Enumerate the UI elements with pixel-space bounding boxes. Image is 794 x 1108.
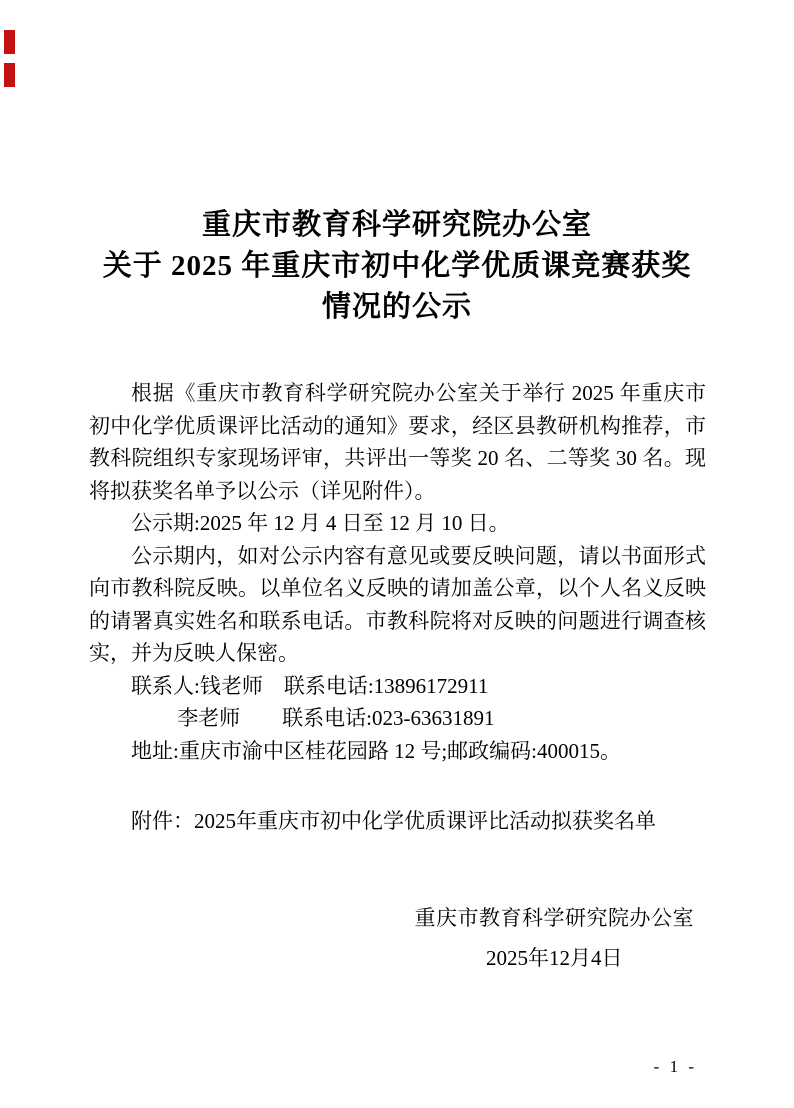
title-line-3: 情况的公示: [321, 291, 472, 323]
document-title: [0, 205, 794, 328]
signature-organization: 重庆市教育科学研究院办公室: [414, 905, 694, 930]
paragraph-basis: 根据《重庆市教育科学研究院办公室关于举行 2025 年重庆市初中化学优质课评比活动的通知》要求，经区县教研机构推荐，市教科院组织专家现场评审，共评出一等奖 20 名、二等奖 30 名。现将拟获奖名单予以公示（详见附件）。: [89, 381, 706, 503]
contact-line-2: 李老师 联系电话:023-63631891: [177, 706, 495, 730]
signature-date: 2025年12月4日: [486, 945, 623, 970]
red-artifact-mark-bottom: [4, 63, 15, 87]
page-number: - 1 -: [653, 1057, 697, 1076]
title-line-2: 关于 2025 年重庆市初中化学优质课竞赛获奖: [102, 250, 692, 282]
contact-address: 地址:重庆市渝中区桂花园路 12 号;邮政编码:400015。: [131, 738, 622, 763]
attachment-line: 附件：2025年重庆市初中化学优质课评比活动拟获奖名单: [131, 809, 656, 833]
paragraph-feedback: 公示期内，如对公示内容有意见或要反映问题，请以书面形式向市教科院反映。以单位名义反映的请加盖公章，以个人名义反映的请署真实姓名和联系电话。市教科院将对反映的问题进行调查核实，并为反映人保密。: [89, 543, 706, 665]
contact-line-1: 联系人:钱老师 联系电话:13896172911: [131, 673, 489, 698]
title-line-1: 重庆市教育科学研究院办公室: [201, 209, 592, 241]
paragraph-publicity-period: 公示期:2025 年 12 月 4 日至 12 月 10 日。: [131, 511, 510, 535]
document-body: [0, 377, 794, 838]
red-artifact-mark-top: [4, 30, 15, 54]
signature-block: [415, 898, 695, 978]
